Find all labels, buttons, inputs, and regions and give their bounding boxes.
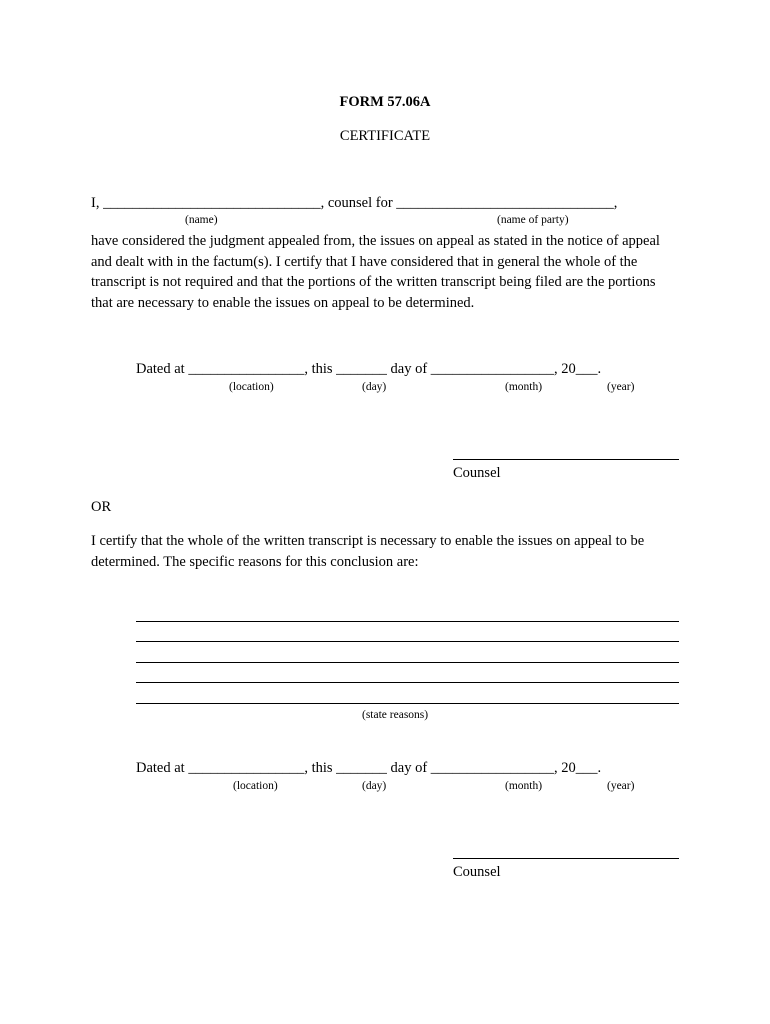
- year-caption-1: (year): [607, 381, 635, 393]
- location-caption-1: (location): [229, 381, 274, 393]
- or-label: OR: [91, 499, 112, 515]
- month-caption-1: (month): [505, 381, 543, 393]
- reason-line[interactable]: [136, 682, 679, 683]
- counsel-label-1: Counsel: [453, 465, 501, 481]
- reason-line[interactable]: [136, 703, 679, 704]
- certificate-body: have considered the judgment appealed from, the issues on appeal as stated in the notice of appeal and dealt with in the factum(s). I certify that I have considered that in general the whole of the transcript is not required and that the portions of the written transcript being filed are the portions that are necessary to enable the issues on appeal to be determined.: [91, 233, 660, 311]
- day-caption-1: (day): [362, 381, 387, 393]
- reason-line[interactable]: [136, 621, 679, 622]
- day-caption-2: (day): [362, 780, 387, 792]
- reason-line[interactable]: [136, 641, 679, 642]
- counsel-intro-line[interactable]: I, ______________________________, counsel for ______________________________,: [91, 195, 618, 211]
- reason-line[interactable]: [136, 662, 679, 663]
- location-caption-2: (location): [233, 780, 278, 792]
- dated-line-2[interactable]: Dated at ________________, this _______ day of _________________, 20___.: [136, 760, 602, 776]
- dated-line-1[interactable]: Dated at ________________, this _______ day of _________________, 20___.: [136, 361, 602, 377]
- party-caption: (name of party): [497, 214, 569, 226]
- certificate-title: CERTIFICATE: [339, 128, 431, 144]
- counsel-label-2: Counsel: [453, 864, 501, 880]
- form-number: FORM 57.06A: [339, 94, 431, 110]
- alternative-body: I certify that the whole of the written transcript is necessary to enable the issues on appeal to be determined. The specific reasons for this conclusion are:: [91, 533, 645, 570]
- signature-line-1[interactable]: [453, 459, 679, 460]
- year-caption-2: (year): [607, 780, 635, 792]
- reasons-caption: (state reasons): [362, 709, 429, 721]
- signature-line-2[interactable]: [453, 858, 679, 859]
- month-caption-2: (month): [505, 780, 543, 792]
- name-caption: (name): [185, 214, 218, 226]
